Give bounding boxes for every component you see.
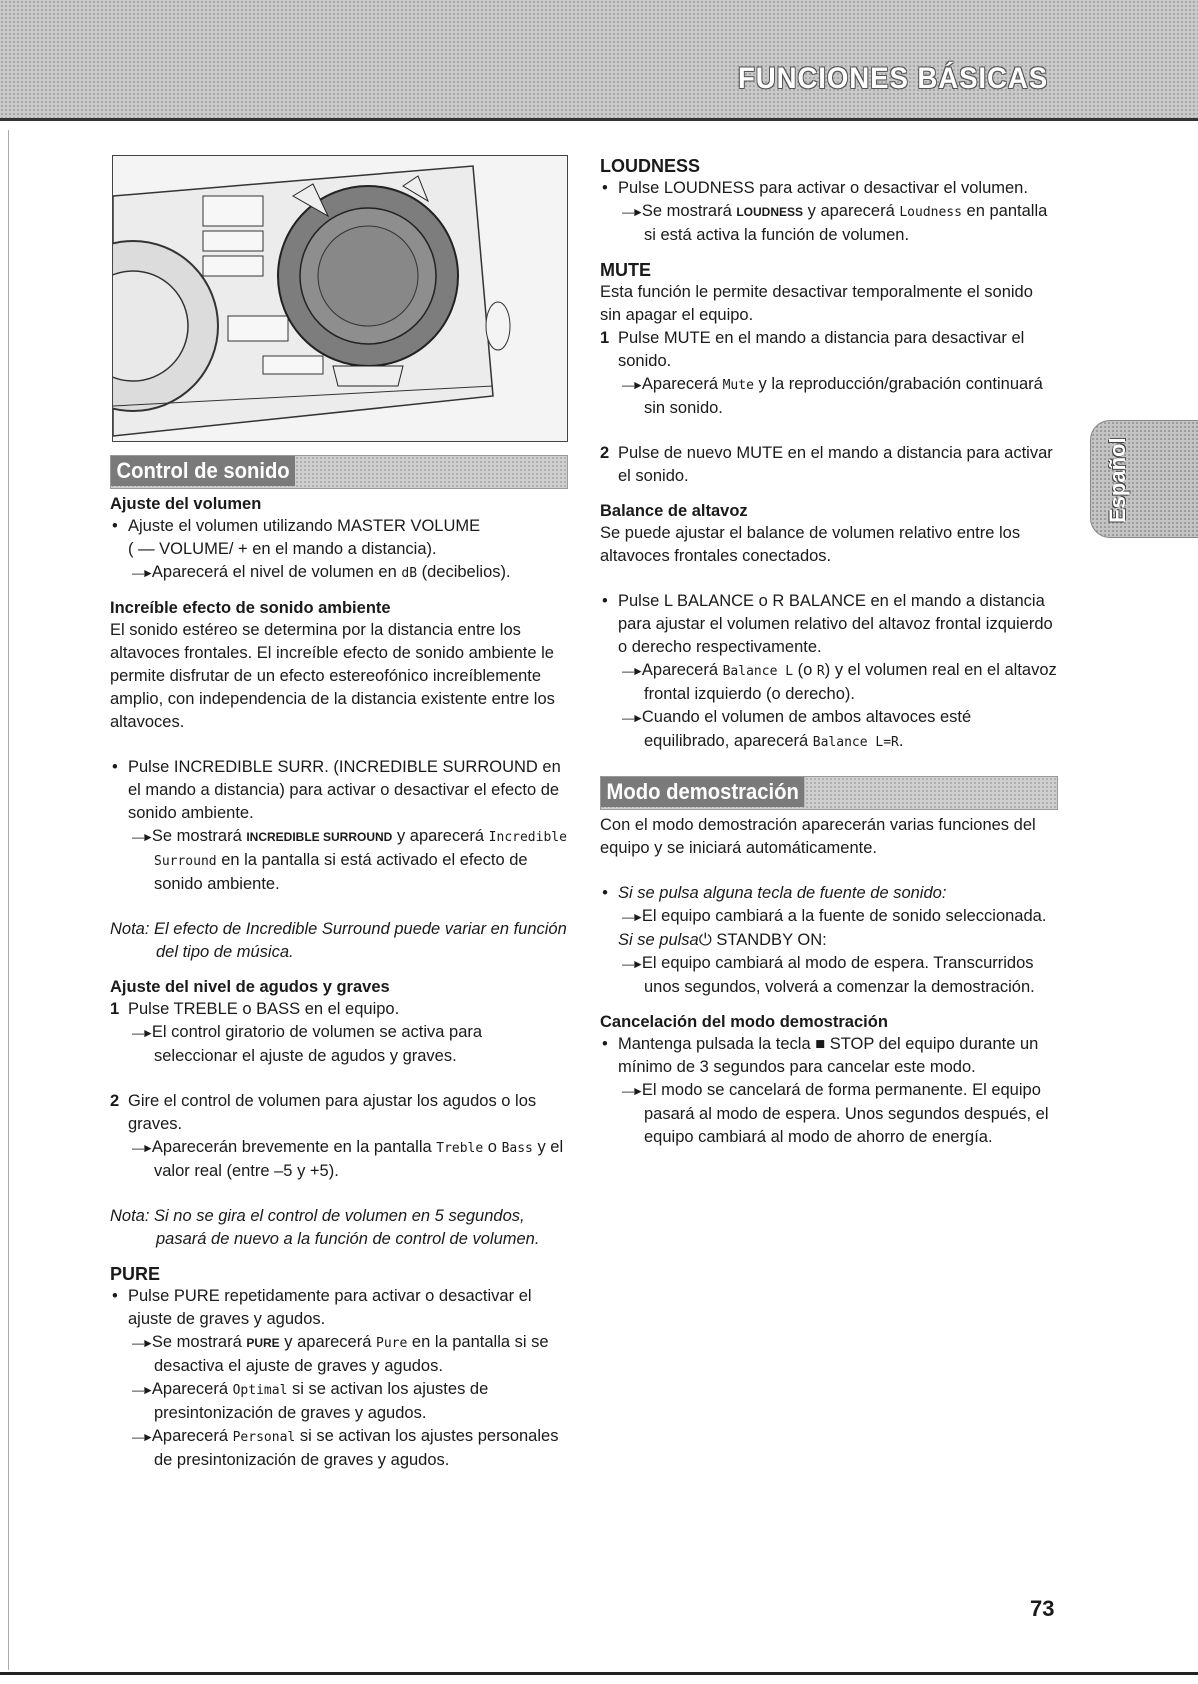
- text: Se mostrará: [151, 1333, 247, 1351]
- arrow-icon: —►: [132, 566, 152, 580]
- text: Aparecerá: [151, 1380, 233, 1398]
- arrow-icon: —►: [622, 910, 642, 924]
- display-indicator: INCREDIBLE SURROUND: [246, 830, 393, 844]
- text: si se activan los ajustes personales de presintonización de graves y agudos.: [154, 1427, 559, 1469]
- treble-step-2-result: [110, 1136, 568, 1183]
- text: STANDBY ON:: [711, 931, 827, 949]
- step-number: 2: [110, 1092, 120, 1110]
- arrow-icon: —►: [622, 1084, 642, 1098]
- language-tab: [1090, 420, 1198, 538]
- display-text: Bass: [501, 1141, 533, 1156]
- margin-line: [8, 130, 9, 1670]
- text: y la reproducción/grabación continuará sin sonido.: [644, 375, 1043, 417]
- mute-step-2: [600, 442, 1058, 488]
- cancel-bullet: [600, 1033, 1058, 1079]
- treble-step-1: [110, 998, 568, 1021]
- text: Pulse MUTE en el mando a distancia para desactivar el sonido.: [618, 329, 1025, 370]
- text: .: [898, 732, 904, 750]
- pure-result-2: [110, 1378, 568, 1425]
- text: Cuando el volumen de ambos altavoces esté equilibrado, aparecerá: [641, 708, 972, 750]
- text: Aparecerá: [641, 375, 723, 393]
- text: Aparecerá: [641, 661, 723, 679]
- arrow-icon: —►: [622, 957, 642, 971]
- incredible-result: [110, 825, 568, 896]
- heading-pure: PURE: [110, 1264, 161, 1284]
- text: en pantalla si está activa la función de volumen.: [644, 202, 1048, 244]
- display-indicator: PURE: [246, 1336, 280, 1350]
- text: y aparecerá: [392, 827, 489, 845]
- balance-result-2: [600, 706, 1058, 754]
- step-number: 1: [600, 329, 610, 347]
- volume-bullet: [110, 515, 568, 561]
- arrow-icon: —►: [132, 1141, 152, 1155]
- text: El equipo cambiará al modo de espera. Transcurridos unos segundos, volverá a comenzar la demostración.: [641, 954, 1035, 996]
- footer-rule: [0, 1672, 1198, 1675]
- text: ) y el volumen real en el altavoz frontal izquierdo (o derecho).: [644, 661, 1057, 703]
- demo-result-2: [600, 952, 1058, 999]
- demo-paragraph: Con el modo demostración aparecerán varias funciones del equipo y se iniciará automáticamente.: [600, 816, 1036, 857]
- text: Aparecerán brevemente en la pantalla: [151, 1138, 437, 1156]
- cancel-result: [600, 1079, 1058, 1149]
- note-incredible: Nota: El efecto de Incredible Surround puede variar en función del tipo de música.: [110, 920, 567, 961]
- display-text: Incredible Surround: [154, 830, 567, 869]
- arrow-icon: —►: [622, 205, 642, 219]
- step-number: 1: [110, 1000, 120, 1018]
- heading-mute: MUTE: [600, 260, 651, 280]
- text: Mantenga pulsada la tecla: [618, 1035, 816, 1053]
- text: (o: [793, 661, 817, 679]
- arrow-icon: —►: [132, 1026, 152, 1040]
- page-title: FUNCIONES BÁSICAS: [737, 62, 1048, 95]
- display-text: Mute: [722, 378, 754, 393]
- balance-paragraph: Se puede ajustar el balance de volumen relativo entre los altavoces frontales conectados.: [600, 524, 1021, 565]
- incredible-bullet: • Pulse INCREDIBLE SURR. (INCREDIBLE SURROUND en el mando a distancia) para activar o desactivar el efecto de sonido ambiente.: [110, 756, 568, 825]
- display-text: Treble: [436, 1141, 484, 1156]
- volume-result: [110, 561, 568, 585]
- text: si se activan los ajustes de presintonización de graves y agudos.: [154, 1380, 489, 1422]
- arrow-icon: —►: [132, 1383, 152, 1397]
- text: y aparecerá: [803, 202, 900, 220]
- pure-bullet: • Pulse PURE repetidamente para activar o desactivar el ajuste de graves y agudos.: [110, 1285, 568, 1331]
- text: STOP del equipo durante un mínimo de 3 segundos para cancelar este modo.: [618, 1035, 1039, 1076]
- display-text: Balance L=R: [812, 735, 899, 750]
- heading-cancel-demo: Cancelación del modo demostración: [600, 1013, 888, 1031]
- arrow-icon: —►: [622, 378, 642, 392]
- text: Se mostrará: [151, 827, 247, 845]
- loudness-result: [600, 200, 1058, 247]
- device-illustration: [112, 155, 568, 442]
- arrow-icon: —►: [622, 711, 642, 725]
- demo-result-1: [600, 905, 1058, 929]
- display-text: Balance L: [722, 664, 794, 679]
- text: Se mostrará: [641, 202, 737, 220]
- page-number: 73: [1030, 1596, 1055, 1621]
- incredible-paragraph: El sonido estéreo se determina por la distancia entre los altavoces frontales. El increíble efecto de sonido ambiente le permite disfrutar de un efecto estereofónico increíblemente amplio, con independencia de la distancia existente entre los altavoces.: [110, 621, 555, 731]
- text: en la pantalla si se desactiva el ajuste de graves y agudos.: [154, 1333, 549, 1375]
- pure-result-1: [110, 1331, 568, 1378]
- mute-step-1: [600, 327, 1058, 373]
- right-column: [600, 155, 1058, 1149]
- heading-incredible-surround: Increíble efecto de sonido ambiente: [110, 599, 391, 617]
- arrow-icon: —►: [132, 1430, 152, 1444]
- text: y aparecerá: [279, 1333, 376, 1351]
- stereo-front-panel-drawing: [113, 156, 567, 441]
- section-header-sound-control: [110, 455, 568, 489]
- heading-volume: Ajuste del volumen: [110, 495, 262, 513]
- treble-step-1-result: [110, 1021, 568, 1068]
- power-icon: ⏻: [698, 931, 712, 949]
- note-volume-control: Nota: Si no se gira el control de volumen en 5 segundos, pasará de nuevo a la función de control de volumen.: [110, 1207, 540, 1248]
- demo-standby-line: [600, 929, 1058, 952]
- heading-balance: Balance de altavoz: [600, 502, 748, 520]
- arrow-icon: —►: [132, 1336, 152, 1350]
- text: (decibelios).: [417, 563, 511, 581]
- display-text: Loudness: [899, 205, 962, 220]
- display-text: dB: [401, 566, 418, 581]
- treble-step-2: [110, 1090, 568, 1136]
- section-title: Control de sonido: [111, 456, 295, 486]
- step-number: 2: [600, 444, 610, 462]
- text: o: [483, 1138, 502, 1156]
- mute-paragraph: Esta función le permite desactivar temporalmente el sonido sin apagar el equipo.: [600, 283, 1033, 324]
- text: y el valor real (entre –5 y +5).: [154, 1138, 564, 1180]
- text: Gire el control de volumen para ajustar los agudos o los graves.: [128, 1092, 537, 1133]
- arrow-icon: —►: [622, 664, 642, 678]
- volume-text-1: Ajuste el volumen utilizando MASTER VOLUME: [128, 517, 481, 535]
- pure-result-3: [110, 1425, 568, 1472]
- mute-step-1-result: [600, 373, 1058, 420]
- left-column: [110, 455, 568, 1472]
- header-rule: [0, 118, 1198, 121]
- text: Aparecerá: [151, 1427, 233, 1445]
- text: El equipo cambiará a la fuente de sonido seleccionada.: [641, 907, 1047, 925]
- text: El control giratorio de volumen se activa para seleccionar el ajuste de agudos y graves.: [151, 1023, 483, 1065]
- balance-bullet: • Pulse L BALANCE o R BALANCE en el mando a distancia para ajustar el volumen relativo del altavoz frontal izquierdo o derecho respectivamente.: [600, 590, 1058, 659]
- display-indicator: LOUDNESS: [736, 205, 804, 219]
- text: en la pantalla si está activado el efecto de sonido ambiente.: [154, 851, 528, 893]
- stop-icon: ■: [815, 1035, 826, 1053]
- header-bar: [0, 0, 1198, 118]
- display-text: Pure: [376, 1336, 408, 1351]
- arrow-icon: —►: [132, 830, 152, 844]
- section-title: Modo demostración: [601, 777, 804, 807]
- volume-text-2: ( — VOLUME/ + en el mando a distancia).: [128, 540, 437, 558]
- language-label: Español: [1105, 437, 1130, 523]
- heading-loudness: LOUDNESS: [600, 156, 701, 176]
- text: El modo se cancelará de forma permanente. El equipo pasará al modo de espera. Unos segundos después, el equipo cambiará al modo de ahorro de energía.: [641, 1081, 1049, 1146]
- text: Si se pulsa: [618, 931, 699, 949]
- demo-bullet: • Si se pulsa alguna tecla de fuente de sonido:: [600, 882, 1058, 905]
- text: Aparecerá el nivel de volumen en: [151, 563, 402, 581]
- loudness-bullet: • Pulse LOUDNESS para activar o desactivar el volumen.: [600, 177, 1058, 200]
- display-text: Optimal: [232, 1383, 288, 1398]
- section-header-demo-mode: [600, 776, 1058, 810]
- balance-result-1: [600, 659, 1058, 706]
- text: Pulse de nuevo MUTE en el mando a distancia para activar el sonido.: [618, 444, 1053, 485]
- text: Pulse TREBLE o BASS en el equipo.: [128, 1000, 400, 1018]
- display-text: R: [816, 664, 825, 679]
- heading-treble-bass: Ajuste del nivel de agudos y graves: [110, 978, 390, 996]
- display-text: Personal: [232, 1430, 296, 1445]
